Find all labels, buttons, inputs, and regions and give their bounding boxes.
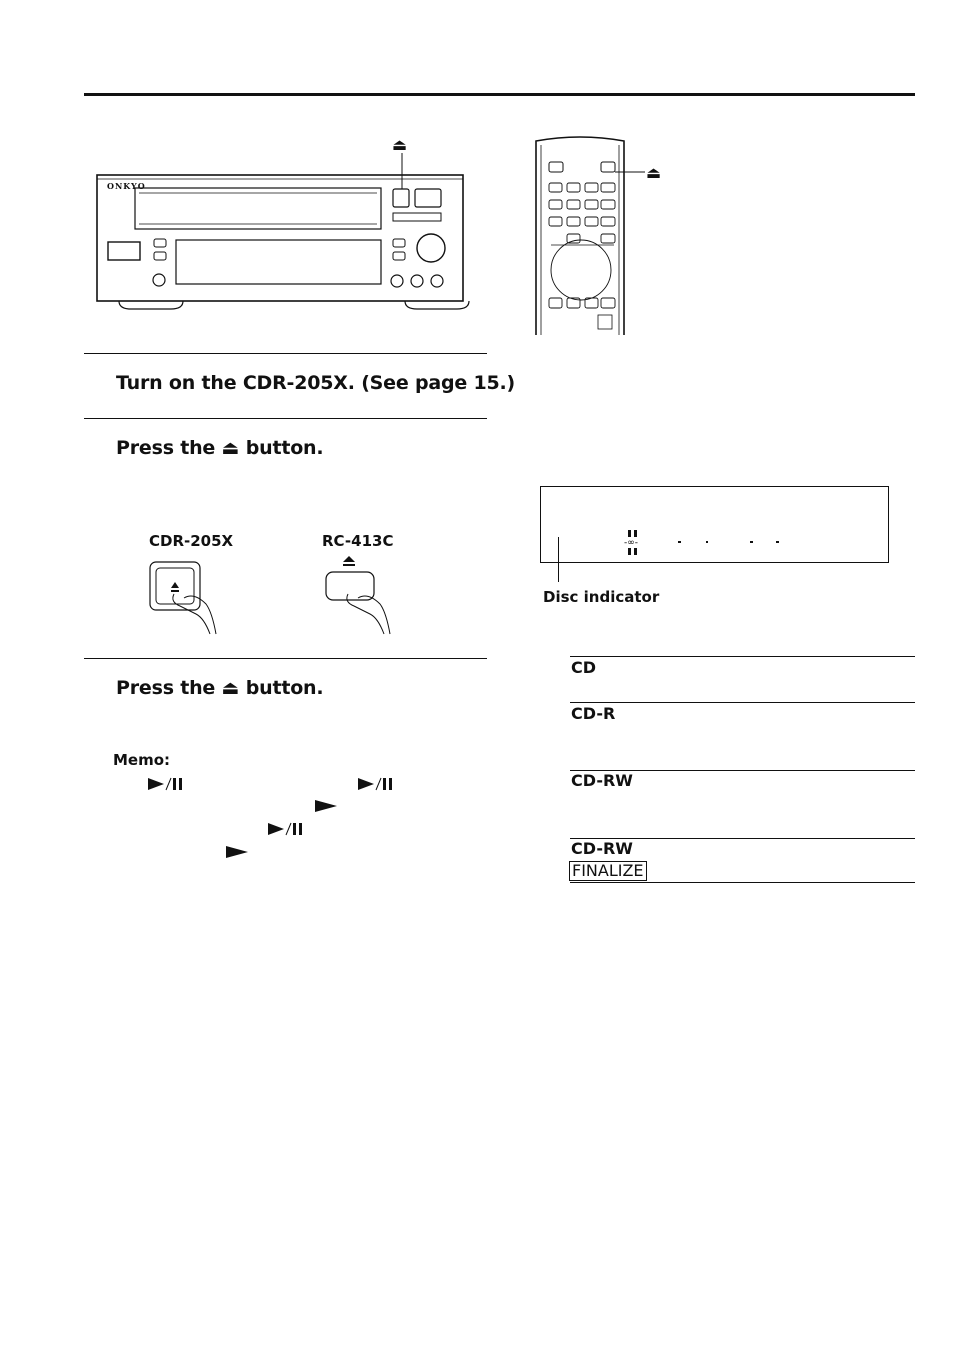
finalize-badge: FINALIZE: [569, 861, 647, 881]
eject-callout-icon: ⏏: [392, 135, 408, 154]
play-icon: [226, 845, 248, 859]
remote-eject-callout-icon: ⏏: [646, 163, 662, 182]
brand-logo: ONKYO: [107, 181, 146, 191]
disc-type-cd: CD: [571, 658, 597, 677]
disc-indicator-caption: Disc indicator: [543, 588, 660, 606]
disc-type-cdrw: CD-RW: [571, 771, 633, 790]
remote-label: RC-413C: [322, 532, 394, 550]
remote-eject-button-illustration: [326, 556, 416, 636]
disc-indicator-leader: [558, 537, 559, 582]
svg-text:-∞-: -∞-: [624, 538, 638, 548]
step2-rule: [84, 418, 487, 419]
play-pause-icon: [268, 822, 308, 836]
disc-row-rule: [570, 702, 915, 703]
unit-label: CDR-205X: [149, 532, 234, 550]
play-pause-icon: [358, 777, 398, 791]
step2-text-post: button.: [239, 437, 324, 459]
memo-title: Memo:: [113, 751, 171, 769]
play-icon: [315, 799, 337, 813]
cdr-front-panel-illustration: [95, 135, 475, 315]
unit-eject-button-illustration: [148, 560, 238, 640]
display-segments: [620, 528, 820, 558]
play-pause-icon: [148, 777, 188, 791]
header-rule: [84, 93, 915, 96]
eject-icon: ⏏: [221, 677, 240, 699]
step3-text-post: button.: [239, 677, 324, 699]
step1-rule: [84, 353, 487, 354]
remote-illustration: [530, 135, 670, 340]
eject-icon: ⏏: [221, 437, 240, 459]
step2-text-pre: Press the: [116, 437, 222, 459]
disc-row-rule: [570, 882, 915, 883]
step2-heading: [116, 437, 323, 459]
step3-rule: [84, 658, 487, 659]
step1-heading: Turn on the CDR-205X. (See page 15.): [116, 372, 516, 394]
step3-heading: [116, 677, 323, 699]
disc-row-rule: [570, 656, 915, 657]
step3-text-pre: Press the: [116, 677, 222, 699]
disc-type-cdrw-finalized: CD-RW: [571, 839, 633, 858]
disc-type-cdr: CD-R: [571, 704, 616, 723]
